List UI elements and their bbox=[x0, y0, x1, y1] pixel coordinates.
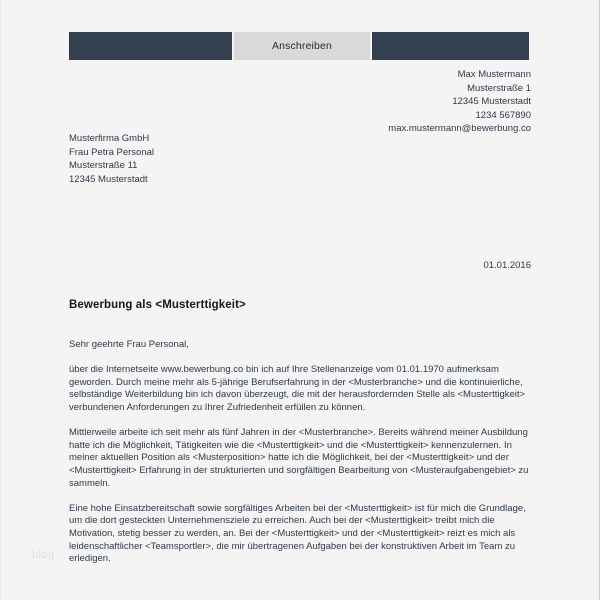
letter-paragraph-1: über die Internetseite www.bewerbung.co bin ich auf Ihre Stellenanzeige vom 01.01.1970 aufmerksam geworden. Durch meine mehr als 5-jährige Berufserfahrung in der <Musterbranche> und die kontinuierliche, selbständige Weiterbildung bin ich davon überzeugt, die mit der herausfordernden Stelle als <Musterttigkeit> verbundenen Anforderungen zu Ihrer Zufriedenheit erfüllen zu können. bbox=[69, 364, 526, 413]
letter-date: 01.01.2016 bbox=[483, 260, 531, 271]
letter-subject: Bewerbung als <Musterttigkeit> bbox=[69, 299, 246, 311]
letter-paragraph-3: Eine hohe Einsatzbereitschaft sowie sorgfältiges Arbeiten bei der <Musterttigkeit> ist für mich die Grundlage, um die dort gesteckten Unternehmensziele zu erreichen. Auch bei der <Musterttigkeit> treibt mich die Motivation, stetig besser zu werden, an. Bei der <Musterttigkeit> und der <Musterttigkeit> reizt es mich als leidenschaftlicher <Teamsportler>, die mir übertragenen Aufgaben bei der konstruktiven Arbeit im Team zu erledigen. bbox=[69, 502, 526, 565]
recipient-address-block bbox=[69, 132, 154, 186]
tab-placeholder-right[interactable] bbox=[372, 32, 529, 60]
tab-bar bbox=[69, 32, 529, 60]
letter-paragraph-2: Mittlerweile arbeite ich seit mehr als fünf Jahren in der <Musterbranche>. Bereits während meiner Ausbildung hatte ich die Möglichkeit, Tätigkeiten wie die <Musterttigkeit> und die <Musterttigkeit> kennenzulernen. In meiner aktuellen Position als <Musterposition> hatte ich die Möglichkeit, bei der <Musterttigkeit> und der <Musterttigkeit> Erfahrung in der strukturierten und sorgfältigen Bearbeitung von <Musteraufgabengebiet> zu sammeln. bbox=[69, 427, 529, 489]
sender-phone: 1234 567890 bbox=[475, 109, 531, 121]
recipient-street: Musterstraße 11 bbox=[69, 160, 138, 171]
letter-salutation: Sehr geehrte Frau Personal, bbox=[69, 339, 189, 350]
blog-watermark: blog bbox=[32, 549, 55, 561]
sender-city: 12345 Musterstadt bbox=[452, 96, 531, 107]
tab-placeholder-left[interactable] bbox=[69, 32, 232, 60]
sender-street: Musterstraße 1 bbox=[467, 82, 531, 94]
recipient-company: Musterfirma GmbH bbox=[69, 133, 150, 144]
sender-name: Max Mustermann bbox=[457, 69, 531, 80]
sender-email: max.mustermann@bewerbung.co bbox=[388, 123, 531, 134]
recipient-contact: Frau Petra Personal bbox=[69, 146, 155, 158]
letter-body bbox=[69, 339, 533, 578]
sender-address-block bbox=[388, 68, 531, 136]
recipient-city: 12345 Musterstadt bbox=[69, 173, 148, 185]
tab-anschreiben[interactable]: Anschreiben bbox=[234, 32, 370, 60]
